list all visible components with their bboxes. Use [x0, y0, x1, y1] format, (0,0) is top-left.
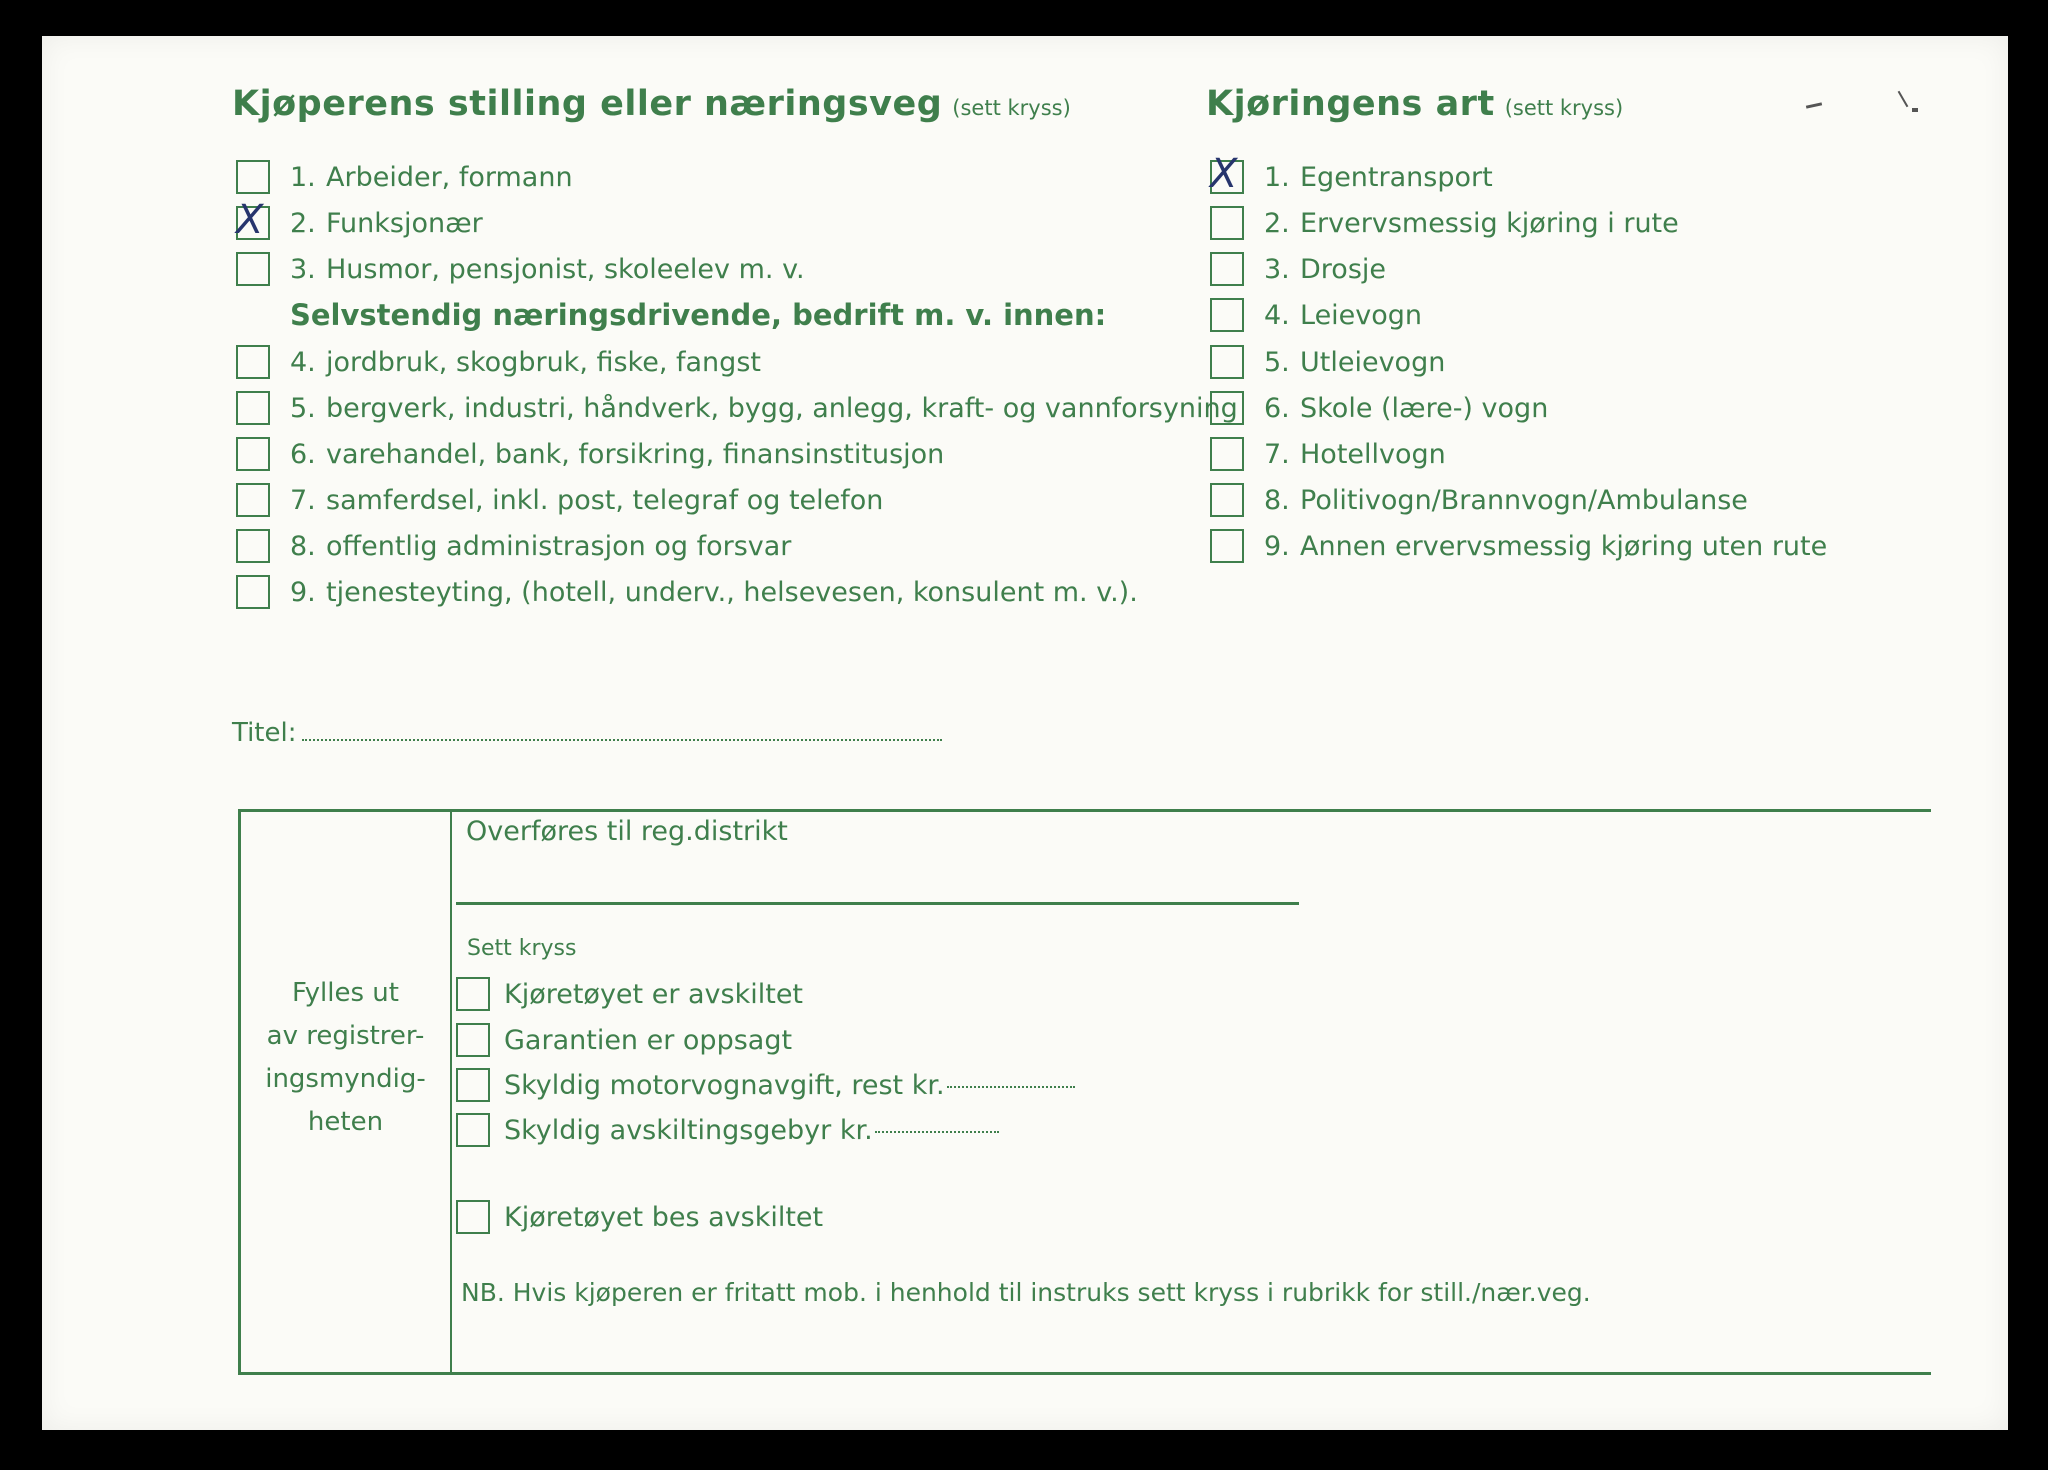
paper-speck [1806, 102, 1822, 108]
driving-type-option-7[interactable] [1210, 431, 1446, 477]
option-number: 5. [1264, 346, 1290, 378]
nb-note: NB. Hvis kjøperen er fritatt mob. i henhold til instruks sett kryss i rubrikk for still./nær.veg. [461, 1278, 1591, 1307]
reg-option-motorvognavgift[interactable] [456, 1065, 1075, 1105]
checkbox[interactable] [236, 252, 270, 286]
option-label: Egentransport [1300, 161, 1493, 193]
label-line-3: ingsmyndig- [265, 1064, 426, 1094]
driving-type-option-3[interactable] [1210, 246, 1386, 292]
checkbox[interactable] [236, 483, 270, 517]
option-number: 2. [1264, 207, 1290, 239]
self-employed-subheading: Selvstendig næringsdrivende, bedrift m. v. innen: [290, 298, 1107, 332]
option-number: 2. [290, 207, 316, 239]
option-label: Utleievogn [1300, 346, 1446, 378]
option-label: Husmor, pensjonist, skoleelev m. v. [326, 253, 805, 285]
label-line-4: heten [307, 1107, 384, 1137]
option-number: 7. [1264, 438, 1290, 470]
option-number: 6. [290, 438, 316, 470]
option-number: 4. [1264, 299, 1290, 331]
option-label: Skyldig avskiltingsgebyr kr. [504, 1114, 873, 1146]
amount-dotted-line [875, 1127, 999, 1133]
form-sheet [42, 36, 2008, 1430]
label-line-2: av registrer- [266, 1021, 425, 1051]
option-label: tjenesteyting, (hotell, underv., helsevesen, konsulent m. v.). [326, 576, 1138, 608]
checkbox[interactable] [1210, 298, 1244, 332]
driving-type-option-6[interactable] [1210, 385, 1548, 431]
registration-authority-label [241, 972, 450, 1144]
option-number: 9. [290, 576, 316, 608]
reg-option-bes-avskiltet[interactable] [456, 1197, 823, 1237]
checkbox[interactable] [1210, 483, 1244, 517]
option-label: jordbruk, skogbruk, fiske, fangst [326, 346, 761, 378]
sett-kryss-label: Sett kryss [467, 936, 577, 961]
left-heading [232, 84, 1071, 124]
checkbox[interactable] [456, 1023, 490, 1057]
checkbox[interactable] [236, 437, 270, 471]
option-number: 8. [290, 530, 316, 562]
checkbox-checked[interactable] [236, 197, 270, 243]
titel-label: Titel: [232, 718, 297, 748]
option-label: Kjøretøyet bes avskiltet [504, 1201, 824, 1233]
reg-option-avskiltet[interactable] [456, 974, 803, 1014]
occupation-option-5[interactable] [236, 385, 1238, 431]
occupation-option-7[interactable] [236, 477, 883, 523]
option-label: Ervervsmessig kjøring i rute [1300, 207, 1679, 239]
checkbox[interactable] [1210, 252, 1244, 286]
option-number: 3. [1264, 253, 1290, 285]
driving-type-option-1[interactable] [1210, 151, 1493, 200]
paper-speck [1898, 91, 1909, 108]
option-label: Annen ervervsmessig kjøring uten rute [1300, 530, 1828, 562]
occupation-option-2[interactable] [236, 197, 483, 246]
paper-speck [1912, 108, 1918, 112]
driving-type-option-9[interactable] [1210, 523, 1827, 569]
checkbox[interactable] [236, 575, 270, 609]
option-label: Drosje [1300, 253, 1386, 285]
titel-field[interactable] [232, 718, 942, 748]
checkbox[interactable] [456, 1068, 490, 1102]
registration-authority-box [238, 809, 1931, 1375]
option-number: 3. [290, 253, 316, 285]
handwritten-x-mark: X [236, 197, 264, 243]
option-number: 9. [1264, 530, 1290, 562]
option-label: Kjøretøyet er avskiltet [504, 978, 804, 1010]
left-heading-note: (sett kryss) [952, 96, 1071, 120]
checkbox-checked[interactable] [1210, 151, 1244, 197]
right-heading-text: Kjøringens art [1206, 84, 1495, 124]
checkbox[interactable] [1210, 345, 1244, 379]
option-number: 8. [1264, 484, 1290, 516]
option-label: Hotellvogn [1300, 438, 1446, 470]
checkbox[interactable] [456, 977, 490, 1011]
checkbox[interactable] [1210, 391, 1244, 425]
occupation-option-6[interactable] [236, 431, 944, 477]
option-label: Politivogn/Brannvogn/Ambulanse [1300, 484, 1748, 516]
checkbox[interactable] [456, 1113, 490, 1147]
option-label: samferdsel, inkl. post, telegraf og telefon [326, 484, 884, 516]
option-number: 7. [290, 484, 316, 516]
option-label: Arbeider, formann [326, 161, 573, 193]
checkbox[interactable] [1210, 529, 1244, 563]
vertical-divider [450, 812, 452, 1372]
option-number: 1. [1264, 161, 1290, 193]
checkbox[interactable] [1210, 206, 1244, 240]
driving-type-option-5[interactable] [1210, 339, 1445, 385]
option-label: Skyldig motorvognavgift, rest kr. [504, 1069, 945, 1101]
occupation-option-9[interactable] [236, 569, 1138, 615]
occupation-option-3[interactable] [236, 246, 805, 292]
driving-type-option-2[interactable] [1210, 200, 1679, 246]
label-line-1: Fylles ut [292, 978, 399, 1008]
occupation-option-1[interactable] [236, 154, 573, 200]
option-label: Funksjonær [326, 207, 483, 239]
option-number: 1. [290, 161, 316, 193]
option-label: Leievogn [1300, 299, 1423, 331]
driving-type-option-8[interactable] [1210, 477, 1748, 523]
checkbox[interactable] [1210, 437, 1244, 471]
right-heading-note: (sett kryss) [1504, 96, 1624, 120]
reg-option-garanti[interactable] [456, 1020, 792, 1060]
handwritten-x-mark: X [1210, 151, 1238, 197]
checkbox[interactable] [236, 529, 270, 563]
checkbox[interactable] [236, 160, 270, 194]
option-number: 5. [290, 392, 316, 424]
option-label: Garantien er oppsagt [504, 1024, 793, 1056]
occupation-option-8[interactable] [236, 523, 791, 569]
option-number: 4. [290, 346, 316, 378]
checkbox[interactable] [236, 391, 270, 425]
checkbox[interactable] [236, 345, 270, 379]
option-label: bergverk, industri, håndverk, bygg, anlegg, kraft- og vannforsyning [326, 392, 1238, 424]
option-label: offentlig administrasjon og forsvar [326, 530, 792, 562]
option-number: 6. [1264, 392, 1290, 424]
occupation-option-4[interactable] [236, 339, 761, 385]
reg-option-avskiltingsgebyr[interactable] [456, 1110, 999, 1150]
transfer-district-label: Overføres til reg.distrikt [466, 816, 788, 847]
option-label: Skole (lære-) vogn [1300, 392, 1549, 424]
amount-dotted-line [947, 1082, 1075, 1088]
titel-dotted-line [302, 735, 942, 741]
right-heading [1206, 84, 1623, 124]
checkbox[interactable] [456, 1200, 490, 1234]
left-heading-text: Kjøperens stilling eller næringsveg [232, 84, 943, 124]
transfer-district-line[interactable] [456, 902, 1299, 905]
driving-type-option-4[interactable] [1210, 292, 1422, 338]
option-label: varehandel, bank, forsikring, finansinstitusjon [326, 438, 945, 470]
